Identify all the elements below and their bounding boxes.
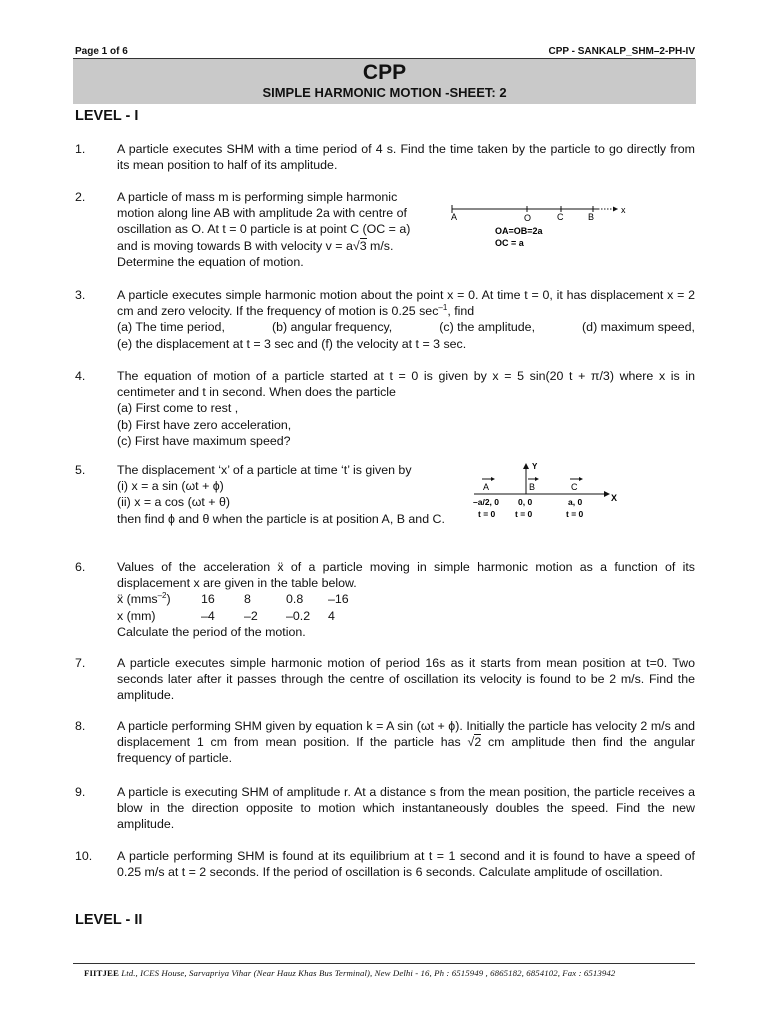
sub-question: (a) The time period, — [117, 320, 225, 335]
relation-oc: OC = a — [495, 238, 524, 248]
table-row — [117, 608, 695, 624]
sub-question: (d) maximum speed, — [582, 320, 695, 335]
question-7 — [75, 655, 695, 704]
question-line: A particle of mass m is performing simple harmonic — [117, 190, 398, 204]
table-cell: –2 — [244, 608, 258, 623]
arrow-head-icon — [491, 477, 495, 481]
label-c: C — [557, 212, 564, 222]
label-b: B — [588, 212, 595, 222]
page-number: Page 1 of 6 — [75, 46, 128, 57]
relation-oa-ob: OA=OB=2a — [495, 226, 543, 236]
question-line: Determine the equation of motion. — [117, 254, 304, 269]
table-cell: –0.2 — [286, 608, 311, 623]
label-c: C — [571, 482, 578, 492]
question-number: 7. — [75, 656, 86, 670]
question-line — [117, 238, 437, 254]
question-8 — [75, 718, 695, 767]
question-text — [117, 189, 437, 270]
sheet-code: CPP - SANKALP_SHM–2-PH-IV — [548, 46, 695, 57]
question-number: 4. — [75, 369, 86, 383]
question-number: 5. — [75, 463, 86, 477]
question-line: (i) x = a sin (ωt + ϕ) — [117, 479, 224, 494]
table-cell: 4 — [328, 608, 335, 623]
level-1-heading: LEVEL - I — [75, 108, 139, 124]
row-label-close: ) — [166, 592, 171, 607]
sqrt-symbol: √ — [352, 238, 360, 253]
question-text: A particle executes simple harmonic motion of period 16s as it starts from mean position at t=0. Two seconds later after it passes through the centre of oscillation its velocity is found to be 2 m/s. Find the amplitude. — [117, 656, 695, 703]
line-ab-diagram — [448, 200, 638, 252]
position-c: a, 0 — [568, 497, 583, 507]
label-a: A — [451, 212, 458, 222]
row-label-text: ẍ (mms — [117, 592, 158, 607]
label-a: A — [483, 482, 490, 492]
table-row — [117, 591, 695, 607]
radicand: 3 — [359, 238, 367, 253]
question-number: 3. — [75, 288, 86, 302]
question-text — [117, 462, 462, 527]
time-a: t = 0 — [478, 509, 496, 519]
question-line: oscillation as O. At t = 0 particle is at point C (OC = a) — [117, 222, 411, 237]
arrow-head-icon — [613, 207, 618, 212]
footer-brand: FIITJEE — [84, 968, 119, 978]
question-text: A particle executes SHM with a time period of 4 s. Find the time taken by the particle to go directly from its mean position to half of its amplitude. — [117, 142, 695, 173]
question-line: Calculate the period of the motion. — [117, 624, 306, 639]
question-6 — [75, 559, 695, 640]
footer-rule — [73, 963, 695, 964]
level-2-heading: LEVEL - II — [75, 912, 143, 928]
question-line: then find ϕ and θ when the particle is at position A, B and C. — [117, 511, 445, 526]
superscript: –1 — [438, 303, 448, 313]
sub-question: (b) First have zero acceleration, — [117, 417, 292, 432]
sub-question: (c) the amplitude, — [439, 320, 536, 335]
question-number: 8. — [75, 719, 86, 733]
question-10 — [75, 848, 695, 880]
sub-questions — [117, 319, 695, 335]
question-9 — [75, 784, 695, 833]
y-axis-label: Y — [532, 462, 538, 471]
sqrt-symbol: √ — [467, 735, 475, 750]
arrow-head-icon — [535, 477, 539, 481]
sub-question: (b) angular frequency, — [271, 320, 393, 335]
sub-question: (a) First come to rest , — [117, 401, 239, 416]
time-b: t = 0 — [515, 509, 533, 519]
page-subtitle: SIMPLE HARMONIC MOTION -SHEET: 2 — [262, 85, 507, 100]
footer-text: Ltd., ICES House, Sarvapriya Vihar (Near Hauz Khas Bus Terminal), New Delhi - 16, Ph : 6515949 , 6865182, 6854102, Fax : 6513942 — [118, 968, 616, 978]
row-label: x (mm) — [117, 608, 156, 623]
question-3 — [75, 287, 695, 352]
sub-question: (c) First have maximum speed? — [117, 433, 291, 448]
label-x: x — [621, 205, 626, 215]
title-banner — [73, 59, 696, 104]
question-line: motion along line AB with amplitude 2a with centre of — [117, 206, 407, 221]
question-line-part: cm amplitude then find the angular frequency of particle. — [117, 735, 695, 766]
question-text — [117, 559, 695, 640]
position-a: –a/2, 0 — [473, 497, 499, 507]
question-line: (ii) x = a cos (ωt + θ) — [117, 495, 230, 510]
question-text: A particle is executing SHM of amplitude r. At a distance s from the mean position, the particle receives a blow in the direction opposite to motion which instantaneously doubles the speed. Find the new amplitude. — [117, 785, 695, 832]
sub-question: (e) the displacement at t = 3 sec and (f) the velocity at t = 3 sec. — [117, 336, 467, 351]
arrow-head-icon — [579, 477, 583, 481]
question-line — [117, 287, 695, 319]
radicand: 2 — [474, 735, 482, 750]
question-line-part: , find — [447, 304, 475, 319]
question-number: 9. — [75, 785, 86, 799]
table-cell: –16 — [328, 592, 349, 607]
label-b: B — [529, 482, 536, 492]
footer-address — [84, 968, 615, 978]
row-label: ẍ (mms–2) — [117, 591, 171, 607]
page-title: CPP — [362, 61, 407, 84]
question-number: 1. — [75, 142, 86, 156]
question-text — [117, 718, 695, 767]
position-b: 0, 0 — [518, 497, 533, 507]
question-line-part: A particle executes simple harmonic motion about the point x = 0. At time t = 0, it has displacement x = 2 cm and zero velocity. If the frequency of motion is 0.25 sec — [117, 288, 695, 319]
question-text: A particle performing SHM is found at its equilibrium at t = 1 second and it is found to have a speed of 0.25 m/s at t = 2 seconds. If the period of oscillation is 6 seconds. Calculate amplitude of oscillation. — [117, 849, 695, 880]
question-1 — [75, 141, 695, 173]
question-number: 10. — [75, 849, 93, 863]
question-line-part: and is moving towards B with velocity v = a — [117, 238, 353, 253]
question-text — [117, 368, 695, 449]
table-cell: 0.8 — [286, 592, 304, 607]
question-line: Values of the acceleration ẍ of a particle moving in simple harmonic motion as a function of its displacement x are given in the table below. — [117, 560, 695, 591]
question-line: The displacement ‘x’ of a particle at time ‘t’ is given by — [117, 463, 412, 477]
question-line: The equation of motion of a particle started at t = 0 is given by x = 5 sin(20 t + π/3) where x is in centimeter and t in second. When does the particle — [117, 369, 695, 400]
x-axis-label: X — [611, 493, 618, 503]
question-4 — [75, 368, 695, 449]
question-line-part: m/s. — [366, 238, 394, 253]
time-c: t = 0 — [566, 509, 584, 519]
question-number: 6. — [75, 560, 86, 574]
table-cell: 8 — [244, 592, 251, 607]
position-axis-diagram — [470, 458, 630, 520]
table-cell: –4 — [201, 608, 215, 623]
question-number: 2. — [75, 190, 86, 204]
x-arrow-icon — [604, 491, 610, 497]
label-o: O — [524, 213, 532, 223]
table-cell: 16 — [201, 592, 215, 607]
y-arrow-icon — [523, 463, 529, 469]
question-line-part: A particle performing SHM given by equation k = A sin (ωt + ϕ). Initially the particle has velocity 2 m/s and displacement 1 cm from mean position. If the particle has — [117, 719, 695, 750]
question-text — [117, 287, 695, 352]
